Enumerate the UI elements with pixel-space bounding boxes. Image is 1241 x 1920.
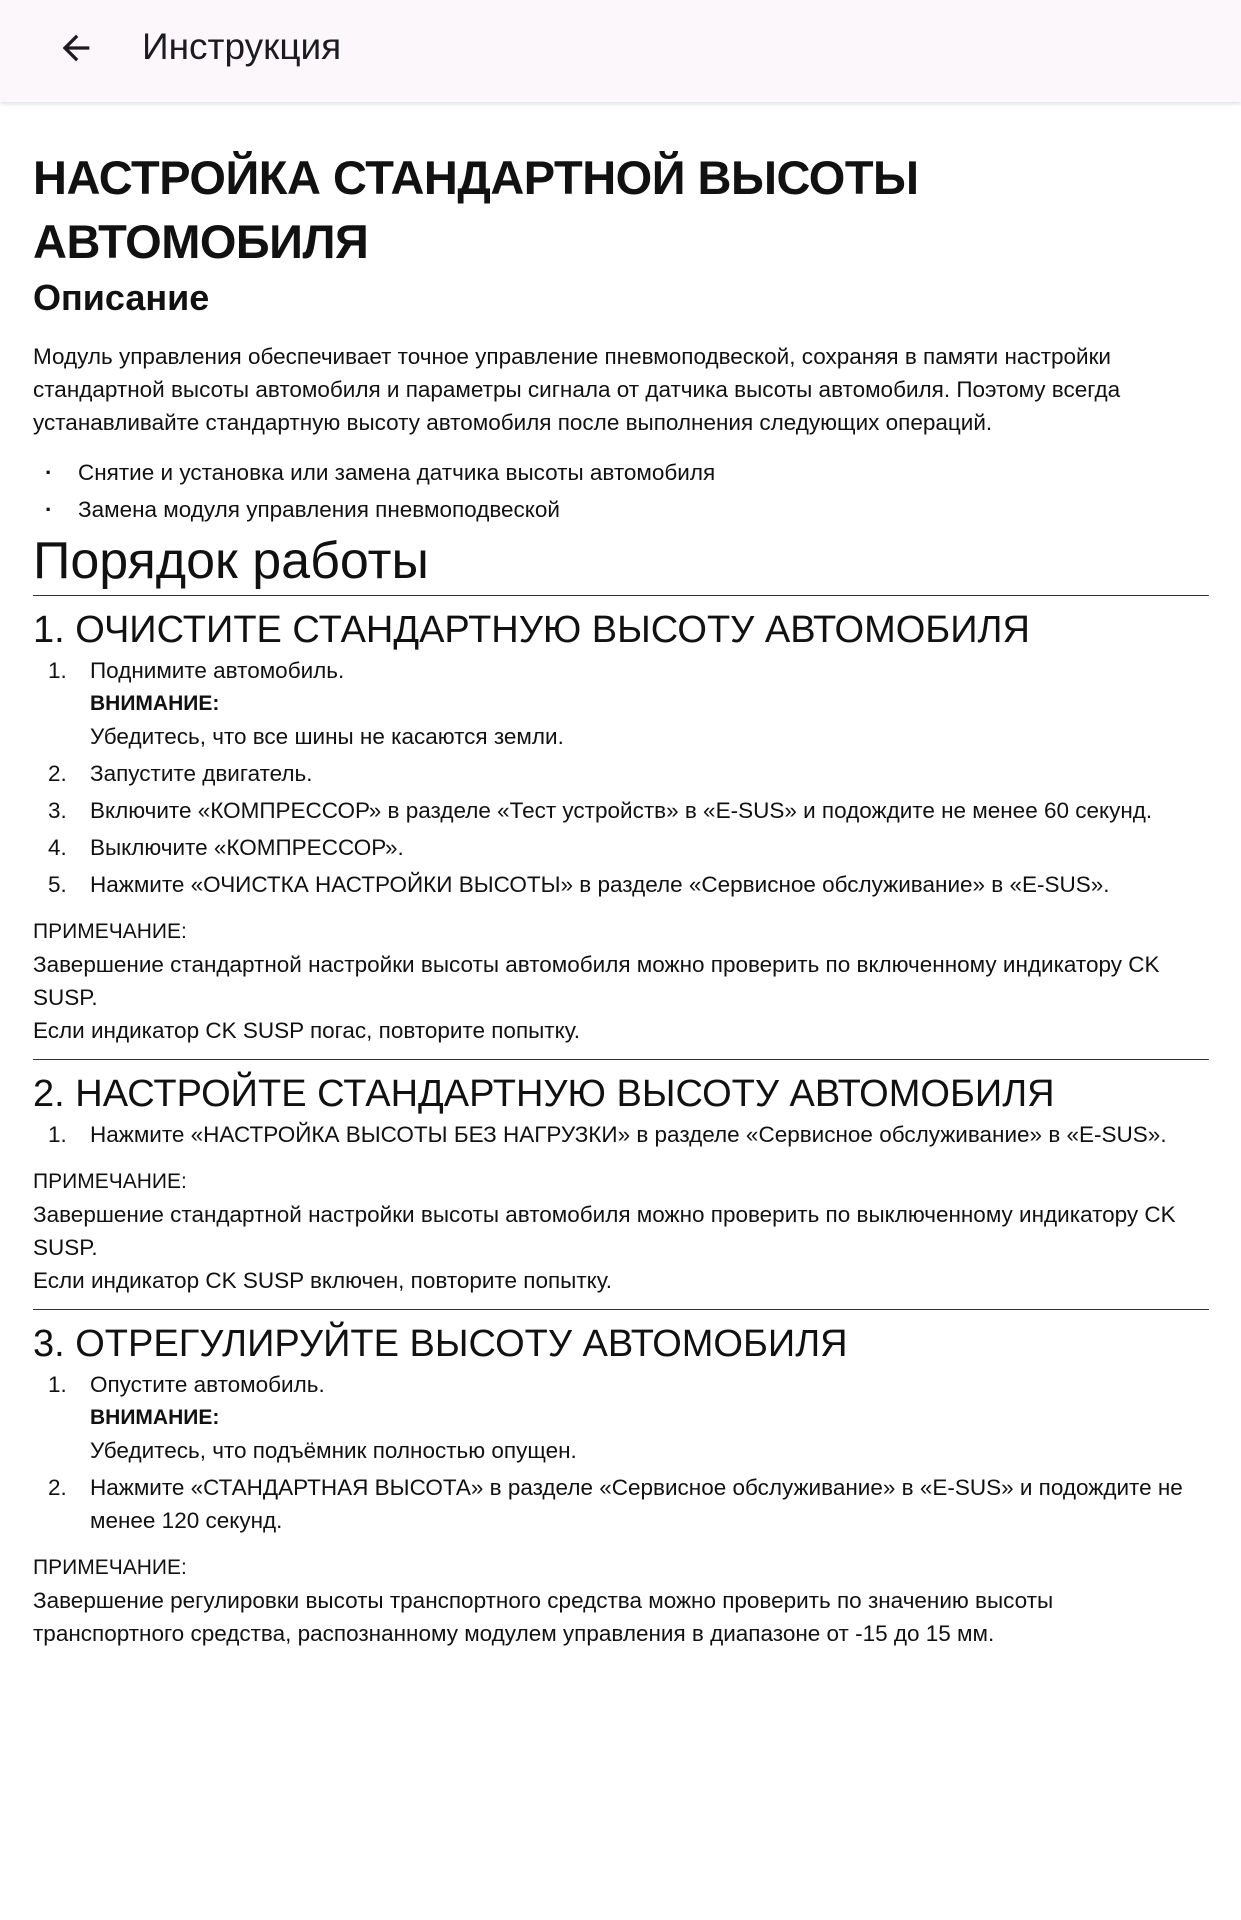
step-item bbox=[33, 868, 1209, 901]
list-item: · Снятие и установка или замена датчика высоты автомобиля bbox=[33, 454, 1209, 491]
step-text: Поднимите автомобиль. bbox=[90, 658, 345, 683]
step-number: 2. bbox=[48, 761, 67, 786]
step-number: 1. bbox=[48, 1372, 67, 1397]
step-number: 1. bbox=[48, 1122, 67, 1147]
step-number: 1. bbox=[48, 658, 67, 683]
step-text: Запустите двигатель. bbox=[90, 761, 313, 786]
note-block bbox=[33, 915, 1209, 1060]
app-bar bbox=[0, 0, 1241, 102]
section-title: 1. ОЧИСТИТЕ СТАНДАРТНУЮ ВЫСОТУ АВТОМОБИЛЯ bbox=[33, 609, 1030, 651]
step-item bbox=[33, 831, 1209, 864]
note-label: ПРИМЕЧАНИЕ: bbox=[33, 1170, 187, 1193]
instruction-content bbox=[33, 146, 1209, 1662]
steps-list bbox=[33, 654, 1209, 901]
step-number: 5. bbox=[48, 872, 67, 897]
step-number: 3. bbox=[48, 798, 67, 823]
step-text: Нажмите «НАСТРОЙКА ВЫСОТЫ БЕЗ НАГРУЗКИ» в разделе «Сервисное обслуживание» в «E-SUS». bbox=[90, 1122, 1167, 1147]
step-item bbox=[33, 654, 1209, 753]
page-title: НАСТРОЙКА СТАНДАРТНОЙ ВЫСОТЫ АВТОМОБИЛЯ bbox=[33, 151, 919, 268]
step-item bbox=[33, 794, 1209, 827]
warning-label: ВНИМАНИЕ: bbox=[90, 1406, 220, 1429]
step-text: Опустите автомобиль. bbox=[90, 1372, 325, 1397]
arrow-left-icon bbox=[56, 28, 96, 68]
step-text: Нажмите «СТАНДАРТНАЯ ВЫСОТА» в разделе «Сервисное обслуживание» в «E-SUS» и подождите не менее 120 секунд. bbox=[90, 1475, 1183, 1533]
step-item bbox=[33, 757, 1209, 790]
operations-list bbox=[33, 454, 1209, 528]
steps-list bbox=[33, 1118, 1209, 1151]
note-label: ПРИМЕЧАНИЕ: bbox=[33, 1556, 187, 1579]
procedure-heading: Порядок работы bbox=[33, 529, 1209, 596]
section-title: 3. ОТРЕГУЛИРУЙТЕ ВЫСОТУ АВТОМОБИЛЯ bbox=[33, 1323, 848, 1365]
list-item: · Замена модуля управления пневмоподвеской bbox=[33, 491, 1209, 528]
app-bar-title: Инструкция bbox=[142, 26, 342, 67]
note-text: Завершение регулировки высоты транспортного средства можно проверить по значению высоты транспортного средства, распознанному модулем управления в диапазоне от -15 до 15 мм. bbox=[33, 1588, 1054, 1646]
note-label: ПРИМЕЧАНИЕ: bbox=[33, 920, 187, 943]
section-title: 2. НАСТРОЙТЕ СТАНДАРТНУЮ ВЫСОТУ АВТОМОБИЛЯ bbox=[33, 1073, 1055, 1115]
note-block bbox=[33, 1551, 1209, 1662]
step-number: 4. bbox=[48, 835, 67, 860]
back-button[interactable] bbox=[56, 28, 96, 68]
description-text: Модуль управления обеспечивает точное управление пневмоподвеской, сохраняя в памяти настройки стандартной высоты автомобиля и параметры сигнала от датчика высоты автомобиля. Поэтому всегда устанавливайте стандартную высоту автомобиля после выполнения следующих операций. bbox=[33, 344, 1121, 435]
step-item bbox=[33, 1118, 1209, 1151]
description-heading: Описание bbox=[33, 277, 210, 318]
note-text: Завершение стандартной настройки высоты автомобиля можно проверить по выключенному индикатору CK SUSP. bbox=[33, 1202, 1176, 1260]
steps-list bbox=[33, 1368, 1209, 1537]
step-item bbox=[33, 1471, 1209, 1537]
note-text: Если индикатор CK SUSP включен, повторите попытку. bbox=[33, 1268, 613, 1293]
note-text: Завершение стандартной настройки высоты автомобиля можно проверить по включенному индикатору CK SUSP. bbox=[33, 952, 1160, 1010]
warning-label: ВНИМАНИЕ: bbox=[90, 692, 220, 715]
warning-text: Убедитесь, что все шины не касаются земли. bbox=[90, 724, 564, 749]
step-text: Включите «КОМПРЕССОР» в разделе «Тест устройств» в «E-SUS» и подождите не менее 60 секунд. bbox=[90, 798, 1153, 823]
warning-text: Убедитесь, что подъёмник полностью опущен. bbox=[90, 1438, 577, 1463]
step-item bbox=[33, 1368, 1209, 1467]
note-text: Если индикатор CK SUSP погас, повторите попытку. bbox=[33, 1018, 580, 1043]
step-text: Нажмите «ОЧИСТКА НАСТРОЙКИ ВЫСОТЫ» в разделе «Сервисное обслуживание» в «E-SUS». bbox=[90, 872, 1110, 897]
step-text: Выключите «КОМПРЕССОР». bbox=[90, 835, 404, 860]
procedure-sections bbox=[33, 606, 1209, 1662]
step-number: 2. bbox=[48, 1475, 67, 1500]
note-block bbox=[33, 1165, 1209, 1310]
